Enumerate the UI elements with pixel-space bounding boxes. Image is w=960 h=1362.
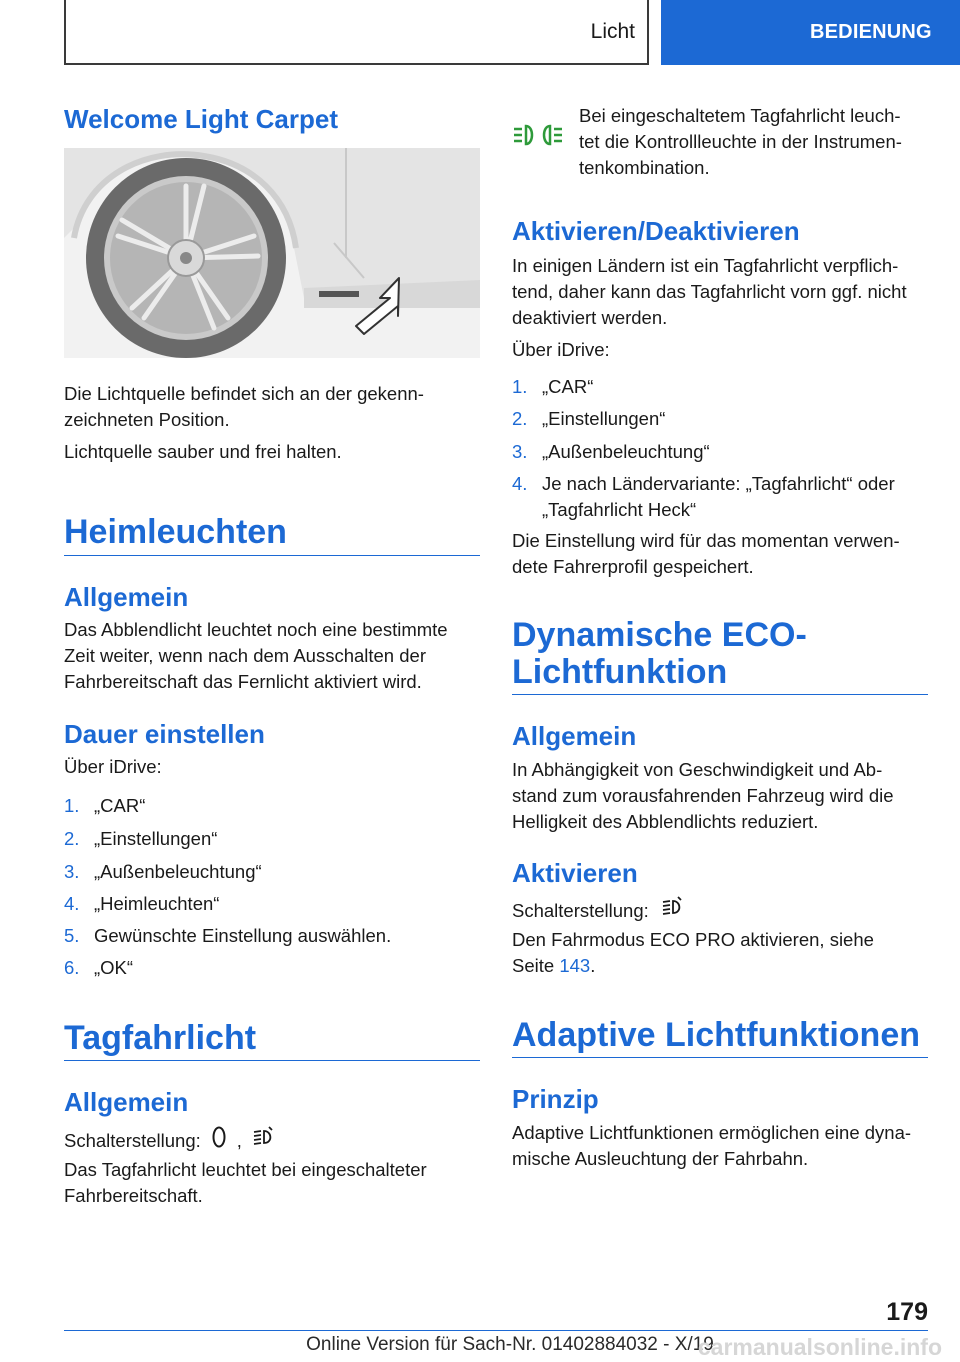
schalterstellung-separator: , [236, 1129, 242, 1151]
auto-light-icon [252, 1125, 276, 1156]
list-number: 3. [64, 861, 80, 882]
page-link-143[interactable]: 143 [559, 955, 591, 976]
list-text: „OK“ [94, 957, 134, 978]
list-number: 4. [512, 473, 528, 494]
header-section-label: Licht [590, 19, 635, 43]
aktivieren-note: Die Einstellung wird für das momentan verwen- dete Fahrerprofil gespeichert. [512, 530, 900, 577]
list-text: „Heimleuchten“ [94, 893, 220, 914]
list-number: 6. [64, 957, 80, 978]
header-section-box [64, 0, 649, 65]
list-number: 3. [512, 441, 528, 462]
allgemein-text-1: Das Abblendlicht leuchtet noch eine bestimmte Zeit weiter, wenn nach dem Ausschalten der Fahrbereitschaft das Fernlicht aktiviert wird. [64, 619, 448, 692]
daytime-indicator-icon [512, 120, 564, 155]
online-version-text: Online Version für Sach-Nr. 01402884032 - X/19 [306, 1334, 714, 1355]
list-text: „Außenbeleuchtung“ [94, 861, 262, 882]
adaptive-rule [512, 1057, 928, 1058]
list-number: 5. [64, 925, 80, 946]
list-text: „Einstellungen“ [94, 828, 218, 849]
wheel-illustration [64, 148, 480, 358]
tagfahrlicht-rule [64, 1060, 480, 1061]
list-text: „Einstellungen“ [542, 408, 666, 429]
header-chapter-tab[interactable] [661, 0, 960, 65]
prinzip-text: Adaptive Lichtfunktionen ermöglichen eine dyna- mische Ausleuchtung der Fahrbahn. [512, 1122, 912, 1169]
tagfahrlicht-text: Das Tagfahrlicht leuchtet bei eingeschalteter Fahrbereitschaft. [64, 1159, 427, 1206]
list-number: 2. [64, 828, 80, 849]
list-text: Je nach Ländervariante: „Tagfahrlicht“ oder „Tagfahrlicht Heck“ [542, 473, 895, 520]
aktivieren-deaktivieren-heading: Aktivieren/Deaktivieren [512, 216, 800, 246]
eco-text-post: . [590, 955, 596, 976]
schalterstellung-line-1 [64, 1125, 480, 1156]
allgemein-heading-3: Allgemein [512, 721, 637, 751]
allgemein-heading-1: Allgemein [64, 582, 189, 612]
list-number: 1. [512, 376, 528, 397]
indicator-text: Bei eingeschaltetem Tagfahrlicht leuch- tet die Kontrollleuchte in der Instrumen- tenkombination. [579, 105, 902, 178]
schalterstellung-label: Schalterstellung: [64, 1129, 201, 1151]
footer-rule [64, 1330, 928, 1331]
list-number: 4. [64, 893, 80, 914]
list-text: „CAR“ [94, 795, 146, 816]
tagfahrlicht-heading: Tagfahrlicht [64, 1019, 257, 1057]
watermark-text: carmanualsonline.info [697, 1334, 942, 1360]
allgemein-heading-2: Allgemein [64, 1087, 189, 1117]
heimleuchten-heading: Heimleuchten [64, 513, 287, 551]
eco-text-pre: Den Fahrmodus ECO PRO aktivieren, siehe Seite [512, 929, 874, 976]
list-number: 1. [64, 795, 80, 816]
aktivieren-intro: Über iDrive: [512, 339, 610, 360]
schalterstellung-line-2 [512, 895, 928, 926]
eco-rule [512, 694, 928, 695]
dauer-intro: Über iDrive: [64, 756, 162, 777]
eco-lichtfunktion-heading: Dynamische ECO- Lichtfunktion [512, 616, 807, 691]
dauer-einstellen-heading: Dauer einstellen [64, 719, 265, 749]
header-chapter-label: BEDIENUNG [810, 21, 932, 43]
wheel-photo [64, 148, 480, 358]
page-number: 179 [886, 1298, 928, 1326]
prinzip-heading: Prinzip [512, 1084, 599, 1114]
welcome-text-2: Lichtquelle sauber und frei halten. [64, 441, 342, 462]
aktivieren-text: In einigen Ländern ist ein Tagfahrlicht verpflich- tend, daher kann das Tagfahrlicht vorn ggf. nicht deaktiviert werden. [512, 255, 907, 328]
list-text: „Außenbeleuchtung“ [542, 441, 710, 462]
heimleuchten-rule [64, 555, 480, 556]
welcome-text-1: Die Lichtquelle befindet sich an der gekenn- zeichneten Position. [64, 383, 424, 430]
auto-light-icon [661, 895, 685, 926]
adaptive-lichtfunktionen-heading: Adaptive Lichtfunktionen [512, 1016, 920, 1054]
welcome-light-carpet-heading: Welcome Light Carpet [64, 104, 339, 134]
list-number: 2. [512, 408, 528, 429]
schalterstellung-label: Schalterstellung: [512, 899, 649, 921]
switch-zero-icon [211, 1125, 227, 1156]
allgemein-text-3: In Abhängigkeit von Geschwindigkeit und Ab- stand zum vorausfahrenden Fahrzeug wird die Helligkeit des Abblendlichts reduziert. [512, 759, 894, 832]
list-text: Gewünschte Einstellung auswählen. [94, 925, 392, 946]
list-text: „CAR“ [542, 376, 594, 397]
eco-text [512, 927, 928, 979]
aktivieren-heading: Aktivieren [512, 858, 638, 888]
